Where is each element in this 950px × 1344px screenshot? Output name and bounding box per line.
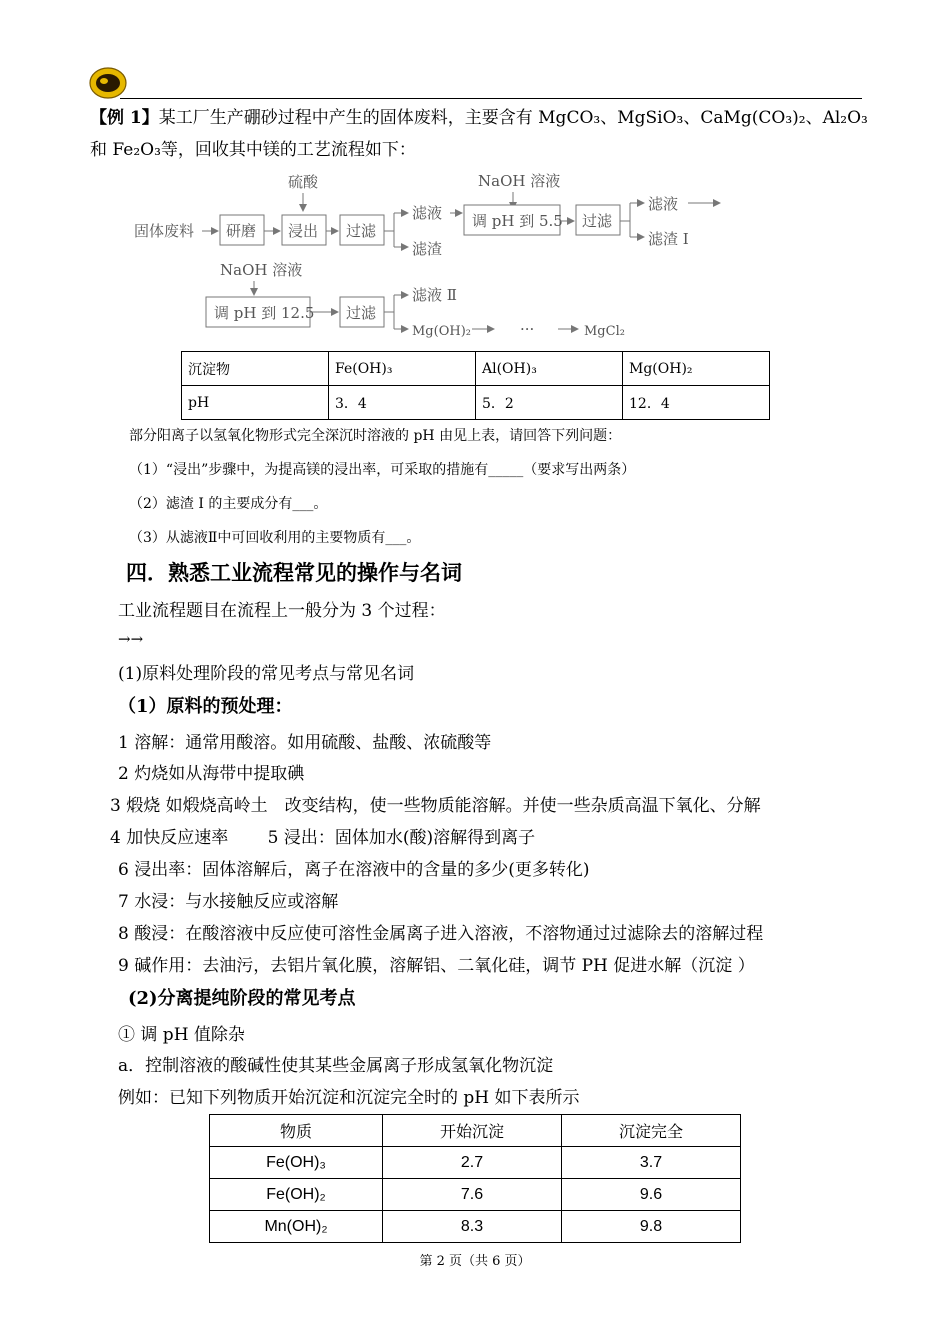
question-3: （3）从滤液Ⅱ中可回收利用的主要物质有___。 (129, 530, 421, 546)
flow-mgcl2: MgCl₂ (584, 324, 625, 339)
table-cell: 8.3 (383, 1211, 562, 1243)
flow-filter-1: 过滤 (346, 222, 377, 240)
list-item: 6 浸出率：固体溶解后，离子在溶液中的含量的多少(更多转化) (118, 860, 590, 880)
flow-grind: 研磨 (226, 222, 257, 240)
flow-solid-waste: 固体废料 (134, 222, 195, 240)
table-cell: 开始沉淀 (383, 1115, 562, 1147)
table-cell: 5．2 (476, 386, 623, 420)
reagent-naoh-1: NaOH 溶液 (478, 172, 561, 190)
table-row (210, 1115, 741, 1147)
table-cell: 9.6 (562, 1179, 741, 1211)
table-cell: 9.8 (562, 1211, 741, 1243)
flow-residue-1: 滤渣 Ⅰ (648, 230, 689, 248)
section-para-2: (1)原料处理阶段的常见考点与常见名词 (118, 664, 415, 684)
flow-dots: ··· (520, 320, 535, 338)
table-cell: 12．4 (623, 386, 770, 420)
table-cell: 3．4 (329, 386, 476, 420)
table-cell: pH (182, 386, 329, 420)
questions-intro: 部分阳离子以氢氧化物形式完全深沉时溶液的 pH 由见上表，请回答下列问题： (129, 428, 622, 444)
flow-filter-2: 过滤 (582, 212, 613, 230)
list-item: 3 煅烧 如煅烧高岭土 改变结构，使一些物质能溶解。并使一些杂质高温下氧化、分解 (110, 796, 761, 816)
precipitate-ph-table (181, 351, 770, 420)
flow-filtrate-2: 滤液 Ⅱ (412, 286, 457, 304)
question-2: （2）滤渣 I 的主要成分有___。 (129, 496, 328, 512)
page-footer: 第 2 页（共 6 页） (419, 1254, 531, 1269)
example-label: 【例 1】 (90, 108, 159, 128)
reagent-naoh-2: NaOH 溶液 (220, 261, 303, 279)
question-1: （1）“浸出”步骤中，为提高镁的浸出率，可采取的措施有_____（要求写出两条） (129, 462, 636, 478)
list-item: 9 碱作用：去油污，去铝片氧化膜，溶解铝、二氧化硅，调节 PH 促进水解（沉淀 ） (118, 956, 755, 976)
separation-point-2: a．控制溶液的酸碱性使其某些金属离子形成氢氧化物沉淀 (118, 1056, 554, 1076)
table-row (182, 352, 770, 386)
section-para-1: 工业流程题目在流程上一般分为 3 个过程： (118, 601, 446, 621)
list-item: 4 加快反应速率 5 浸出：固体加水(酸)溶解得到离子 (110, 828, 536, 848)
flow-mg-oh: Mg(OH)₂ (412, 324, 471, 339)
list-item: 1 溶解：通常用酸溶。如用硫酸、盐酸、浓硫酸等 (118, 733, 492, 753)
table-row (182, 386, 770, 420)
flow-adjust-ph-2: 调 pH 到 12.5 (214, 304, 315, 322)
flow-adjust-ph-1: 调 pH 到 5.5 (472, 212, 563, 230)
table-cell: Al(OH)₃ (476, 352, 623, 386)
table-cell: Fe(OH)₂ (210, 1179, 383, 1211)
example-line-2: 和 Fe₂O₃等，回收其中镁的工艺流程如下： (90, 140, 416, 160)
table-cell: Fe(OH)₃ (329, 352, 476, 386)
separation-point-3: 例如：已知下列物质开始沉淀和沉淀完全时的 pH 如下表所示 (118, 1088, 580, 1108)
section-arrows: →→ (118, 630, 144, 648)
table-cell: Fe(OH)₃ (210, 1147, 383, 1179)
flow-filtrate: 滤液 (412, 204, 443, 222)
process-flowchart (128, 165, 748, 343)
school-logo (88, 66, 128, 100)
flow-filter-3: 过滤 (346, 304, 377, 322)
example-line-1 (90, 103, 868, 128)
flow-residue: 滤渣 (412, 240, 443, 258)
flow-leach: 浸出 (288, 222, 319, 240)
table-row (210, 1211, 741, 1243)
section-title: 四．熟悉工业流程常见的操作与名词 (126, 560, 462, 585)
list-item: 7 水浸：与水接触反应或溶解 (118, 892, 339, 912)
header-rule (120, 98, 862, 99)
table-cell: Mg(OH)₂ (623, 352, 770, 386)
list-item: 8 酸浸：在酸溶液中反应使可溶性金属离子进入溶液，不溶物通过过滤除去的溶解过程 (118, 924, 764, 944)
table-cell: 7.6 (383, 1179, 562, 1211)
precipitation-ph-table (209, 1114, 741, 1243)
table-cell: Mn(OH)₂ (210, 1211, 383, 1243)
table-cell: 2.7 (383, 1147, 562, 1179)
table-cell: 物质 (210, 1115, 383, 1147)
reagent-sulfuric-acid: 硫酸 (288, 173, 319, 191)
table-row (210, 1179, 741, 1211)
list-item: 2 灼烧如从海带中提取碘 (118, 764, 305, 784)
table-cell: 沉淀完全 (562, 1115, 741, 1147)
example-text-1: 某工厂生产硼砂过程中产生的固体废料，主要含有 MgCO₃、MgSiO₃、CaMg(CO₃)₂、Al₂O₃ (158, 108, 868, 128)
flow-filtrate-out: 滤液 (648, 195, 679, 213)
subsection-separation: (2)分离提纯阶段的常见考点 (128, 988, 356, 1009)
table-cell: 沉淀物 (182, 352, 329, 386)
subsection-pretreatment: （1）原料的预处理： (118, 696, 293, 717)
table-row (210, 1147, 741, 1179)
separation-point-1: ① 调 pH 值除杂 (118, 1025, 245, 1045)
table-cell: 3.7 (562, 1147, 741, 1179)
